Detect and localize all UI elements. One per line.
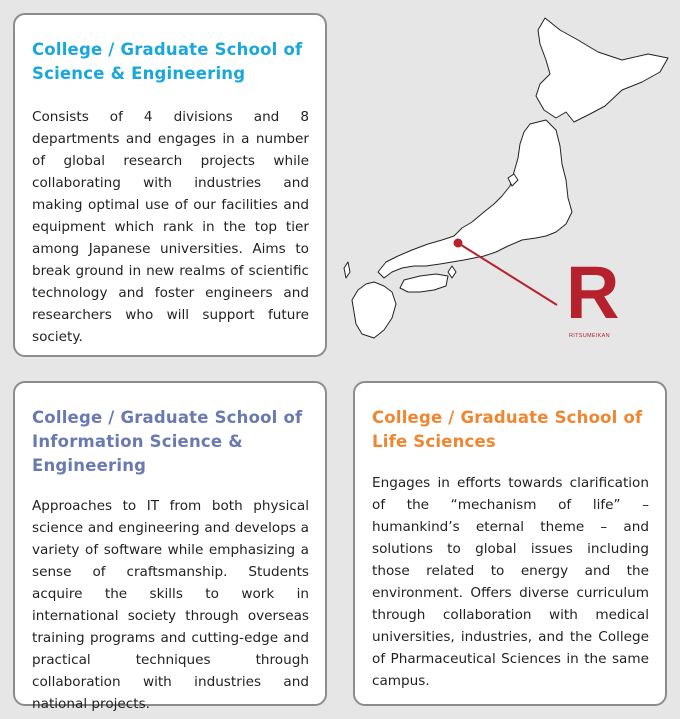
card-body: Consists of 4 divisions and 8 departments and engages in a number of global research projects while collaborating with industries and making optimal use of our facilities and equipment which rank in the top tier among Japanese universities. Aims to break ground in new realms of scientific technology and foster engineers and researchers who will support future society.	[32, 109, 309, 345]
card-title: College / Graduate School of Information Science & Engineering	[32, 408, 303, 475]
ritsumeikan-logo: R	[566, 251, 620, 334]
card-title: College / Graduate School of Science & Engineering	[32, 40, 303, 83]
card-body: Engages in efforts towards clarification of the “mechanism of life” – humankind’s eternal theme – and solutions to global issues including those related to energy and the environment. Offers diverse curriculum through collaboration with medical universities, industries, and the College of Pharmaceutical Sciences in the same campus.	[372, 475, 649, 689]
map-shikoku	[400, 274, 448, 292]
map-hokkaido	[536, 18, 668, 122]
card-life-sciences	[353, 381, 667, 706]
map-awaji	[448, 266, 456, 278]
map-kyushu	[352, 282, 396, 338]
campus-marker	[454, 239, 463, 248]
ritsumeikan-wordmark: RITSUMEIKAN	[569, 333, 610, 339]
japan-map	[330, 10, 675, 365]
card-body: Approaches to IT from both physical science and engineering and develops a variety of software while emphasizing a sense of craftsmanship. Students acquire the skills to work in international society through overseas training programs and cutting-edge and practical techniques through collaboration with industries and national projects.	[32, 498, 309, 712]
pointer-line	[458, 243, 557, 305]
card-title: College / Graduate School of Life Sciences	[372, 408, 643, 451]
card-science-engineering	[13, 13, 327, 357]
card-information-science	[13, 381, 327, 712]
map-tsushima	[344, 262, 350, 278]
